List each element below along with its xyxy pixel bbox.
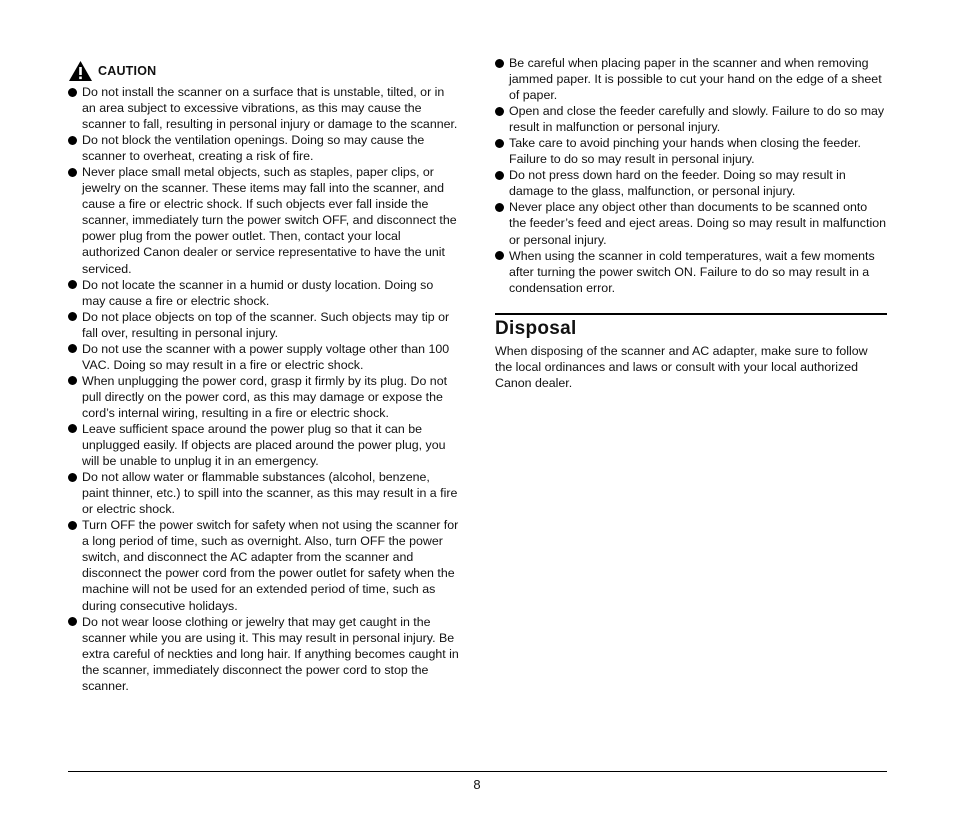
bullet-icon <box>68 424 77 433</box>
caution-list-right <box>495 55 887 296</box>
list-item: Do not wear loose clothing or jewelry that may get caught in the scanner while you are using it. This may result in personal injury. Be extra careful of neckties and long hair. If anything becomes caught in the scanner, immediately disconnect the power cord to stop the scanner. <box>68 614 460 694</box>
list-item: Do not block the ventilation openings. Doing so may cause the scanner to overheat, creating a risk of fire. <box>68 132 460 164</box>
list-item: Never place any object other than documents to be scanned onto the feeder’s feed and eject areas. Doing so may result in malfunction or personal injury. <box>495 199 887 247</box>
bullet-icon <box>68 344 77 353</box>
bullet-icon <box>495 203 504 212</box>
bullet-icon <box>68 312 77 321</box>
list-item: Take care to avoid pinching your hands when closing the feeder. Failure to do so may result in personal injury. <box>495 135 887 167</box>
bullet-icon <box>68 617 77 626</box>
section-divider <box>495 313 887 315</box>
list-item: Do not use the scanner with a power supply voltage other than 100 VAC. Doing so may result in a fire or electric shock. <box>68 341 460 373</box>
list-item: Be careful when placing paper in the scanner and when removing jammed paper. It is possible to cut your hand on the edge of a sheet of paper. <box>495 55 887 103</box>
bullet-icon <box>68 521 77 530</box>
caution-title: CAUTION <box>98 64 157 78</box>
list-item: When using the scanner in cold temperatures, wait a few moments after turning the power switch ON. Failure to do so may result in a condensation error. <box>495 248 887 296</box>
bullet-icon <box>68 280 77 289</box>
bullet-icon <box>68 168 77 177</box>
disposal-paragraph: When disposing of the scanner and AC adapter, make sure to follow the local ordinances and laws or consult with your local authorized Canon dealer. <box>495 344 868 391</box>
footer-divider <box>68 771 887 772</box>
bullet-icon <box>495 59 504 68</box>
list-item: Do not locate the scanner in a humid or dusty location. Doing so may cause a fire or electric shock. <box>68 277 460 309</box>
bullet-icon <box>495 251 504 260</box>
list-item: When unplugging the power cord, grasp it firmly by its plug. Do not pull directly on the power cord, as this may damage or expose the cord’s internal wiring, resulting in a fire or electric shock. <box>68 373 460 421</box>
list-item: Do not allow water or flammable substances (alcohol, benzene, paint thinner, etc.) to spill into the scanner, as this may result in a fire or electric shock. <box>68 469 460 517</box>
list-item: Never place small metal objects, such as staples, paper clips, or jewelry on the scanner. These items may fall into the scanner, and cause a fire or electric shock. If such objects ever fall inside the scanner, immediately turn the power switch OFF, and disconnect the power plug from the power outlet. Then, contact your local authorized Canon dealer or service representative to have the unit serviced. <box>68 164 460 276</box>
warning-triangle-icon <box>68 60 93 82</box>
list-item: Turn OFF the power switch for safety when not using the scanner for a long period of time, such as overnight. Also, turn OFF the power switch, and disconnect the AC adapter from the scanner and disconnect the power cord from the power outlet for safety when the machine will not be used for an extended period of time, such as during consecutive holidays. <box>68 517 460 613</box>
caution-heading <box>68 60 156 82</box>
bullet-icon <box>68 136 77 145</box>
bullet-icon <box>495 107 504 116</box>
bullet-icon <box>68 473 77 482</box>
caution-list-left <box>68 84 460 694</box>
bullet-icon <box>68 376 77 385</box>
page-number: 8 <box>473 777 481 792</box>
list-item: Leave sufficient space around the power plug so that it can be unplugged easily. If objects are placed around the power plug, you will be unable to unplug it in an emergency. <box>68 421 460 469</box>
bullet-icon <box>495 171 504 180</box>
bullet-icon <box>68 88 77 97</box>
list-item: Do not press down hard on the feeder. Doing so may result in damage to the glass, malfunction, or personal injury. <box>495 167 887 199</box>
disposal-heading: Disposal <box>495 318 577 339</box>
list-item: Do not place objects on top of the scanner. Such objects may tip or fall over, resulting in personal injury. <box>68 309 460 341</box>
list-item: Open and close the feeder carefully and slowly. Failure to do so may result in malfunction or personal injury. <box>495 103 887 135</box>
list-item: Do not install the scanner on a surface that is unstable, tilted, or in an area subject to excessive vibrations, as this may cause the scanner to fall, resulting in personal injury or damage to the scanner. <box>68 84 460 132</box>
bullet-icon <box>495 139 504 148</box>
